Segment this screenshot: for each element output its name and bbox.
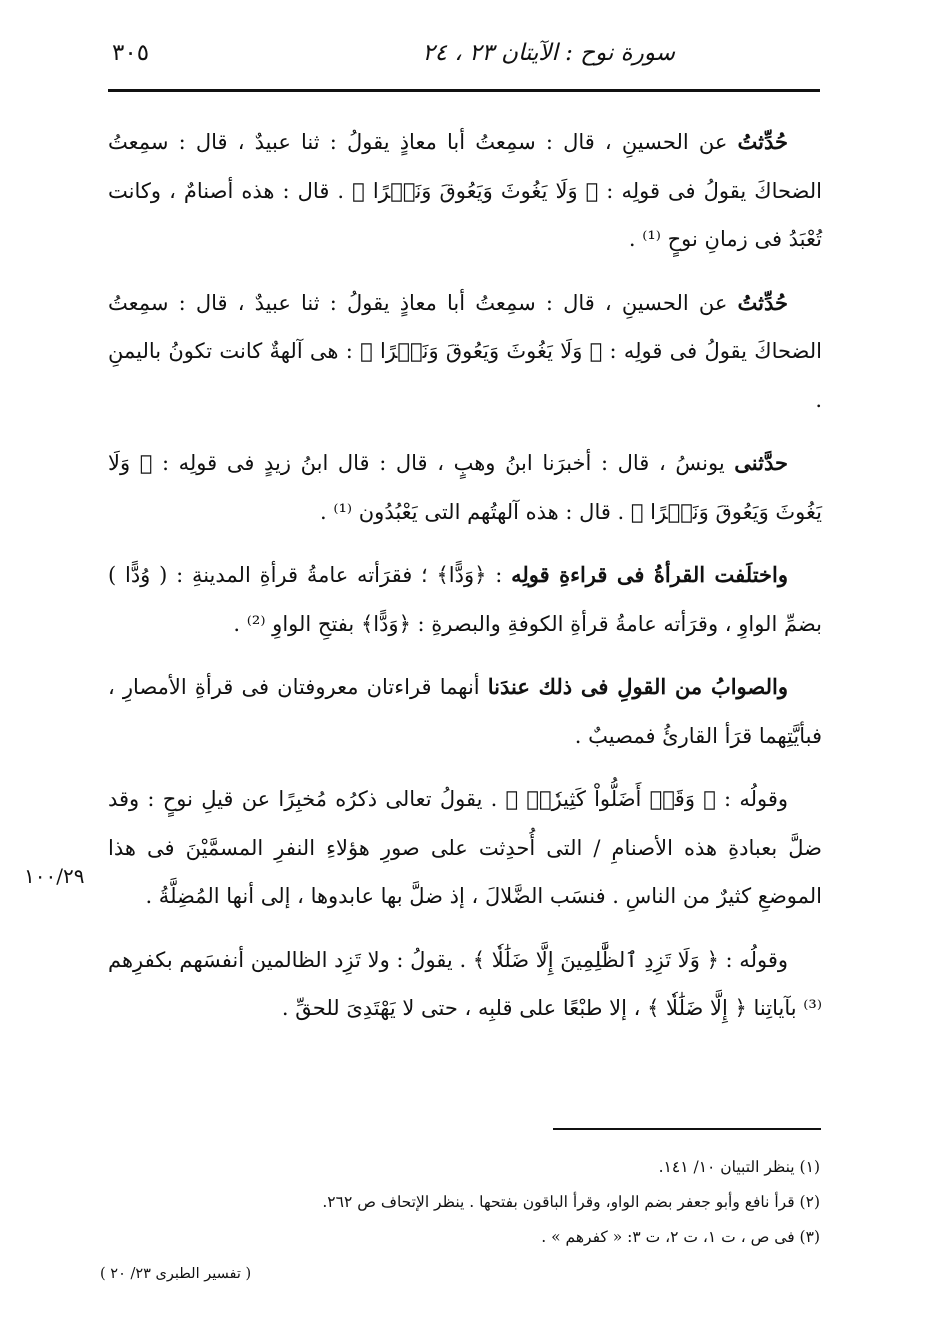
paragraph-text: يونسُ ، قال : أخبرَنا ابنُ وهبٍ ، قال : قال ابنُ زيدٍ فى قولِه : ﴿ وَلَا يَغُوثَ وَيَعُوقَ وَنَسۡرًا ﴾ . قال : هذه آلهتُهم التى يَعْبُدُون ⁽¹⁾ .: [108, 451, 822, 524]
paragraph: [108, 775, 822, 921]
paragraph: [108, 439, 822, 536]
margin-reference: ١٠٠/٢٩: [24, 864, 85, 888]
footnote: (٢) قرأ نافع وأبو جعفر بضم الواو، وقرأ الباقون بفتحها . ينظر الإتحاف ص ٢٦٢.: [322, 1193, 820, 1211]
paragraph: [108, 118, 822, 264]
paragraph: [108, 936, 822, 1033]
paragraph-lead: حدَّثنى: [734, 450, 788, 475]
header-rule: [108, 89, 820, 92]
paragraph-text: عن الحسينِ ، قال : سمِعتُ أبا معاذٍ يقولُ : ثنا عبيدٌ ، قال : سمِعتُ الضحاكَ يقولُ فى قولِه : ﴿ وَلَا يَغُوثَ وَيَعُوقَ وَنَسۡرًا ﴾ . قال : هذه أصنامٌ ، وكانت تُعْبَدُ فى زمانِ نوحٍ ⁽¹⁾ .: [108, 130, 822, 251]
page-header: [108, 40, 820, 84]
running-title: سورة نوح : الآيتان ٢٣ ، ٢٤: [422, 40, 675, 66]
paragraph: [108, 663, 822, 760]
paragraph-text: أنهما قراءتان معروفتان فى قرأةِ الأمصارِ ، فبأيَّتِهما قرَأ القارئُ فمصيبٌ .: [108, 675, 822, 748]
paragraph-lead: حُدِّثتُ: [737, 129, 788, 154]
paragraph-text: : ﴿وَدًّا﴾ ؛ فقرَأته عامةُ قرأةِ المدينةِ : ( وُدًّا ) بضمِّ الواوِ ، وقرَأته عامةُ قرأةِ الكوفةِ والبصرةِ : ﴿وَدًّا﴾ بفتحِ الواوِ ⁽²⁾ .: [108, 563, 822, 636]
page-number: ٣٠٥: [112, 40, 150, 66]
paragraph: [108, 279, 822, 425]
paragraph-text: وقولُه : ﴿ وَلَا تَزِدِ ٱلظَّٰلِمِينَ إِلَّا ضَلَٰلٗا ﴾ . يقولُ : ولا تَزِد الظالمين أنفسَهم بكفرِهم ⁽³⁾ بآياتِنا ﴿ إِلَّا ضَلَٰلٗا ﴾ ، إلا طبْعًا على قلبِه ، حتى لا يَهْتَدِىَ للحقِّ .: [108, 947, 822, 1020]
paragraph: [108, 551, 822, 648]
paragraph-text: وقولُه : ﴿ وَقَدۡ أَضَلُّواْ كَثِيرٗاۖ ﴾ . يقولُ تعالى ذكرُه مُخبِرًا عن قيلِ نوحٍ : وقد ضلَّ بعبادةِ هذه الأصنامِ / التى أُحدِثت على صورِ هؤلاءِ النفرِ المسمَّيْنَ فى هذا الموضعِ كثيرٌ من الناسِ . فنسَب الضَّلالَ ، إذ ضلَّ بها عابدوها ، إلى أنها المُضِلَّةُ .: [108, 787, 822, 908]
paragraph-lead: حُدِّثتُ: [737, 289, 788, 315]
footnote: (٣) فى ص ، ت ١، ت ٢، ت ٣: « كفرهم » .: [541, 1228, 820, 1246]
footnotes: [108, 1150, 820, 1255]
paragraph-text: عن الحسينِ ، قال : سمِعتُ أبا معاذٍ يقولُ : ثنا عبيدٌ ، قال : سمِعتُ الضحاكَ يقولُ فى قولِه : ﴿ وَلَا يَغُوثَ وَيَعُوقَ وَنَسۡرًا ﴾ : هى آلهةٌ كانت تكونُ باليمنِ .: [108, 290, 822, 412]
footnote: (١) ينظر التبيان ١٠/ ١٤١.: [658, 1158, 820, 1176]
paragraph-lead: واختلَفت القرأةُ فى قراءةِ قولِه: [511, 562, 789, 587]
volume-signature: ( تفسير الطبرى ٢٣/ ٢٠ ): [100, 1266, 252, 1282]
main-text: [108, 118, 822, 1048]
paragraph-lead: والصوابُ من القولِ فى ذلك عندَنا: [487, 674, 788, 699]
footnote-rule: [553, 1128, 821, 1130]
